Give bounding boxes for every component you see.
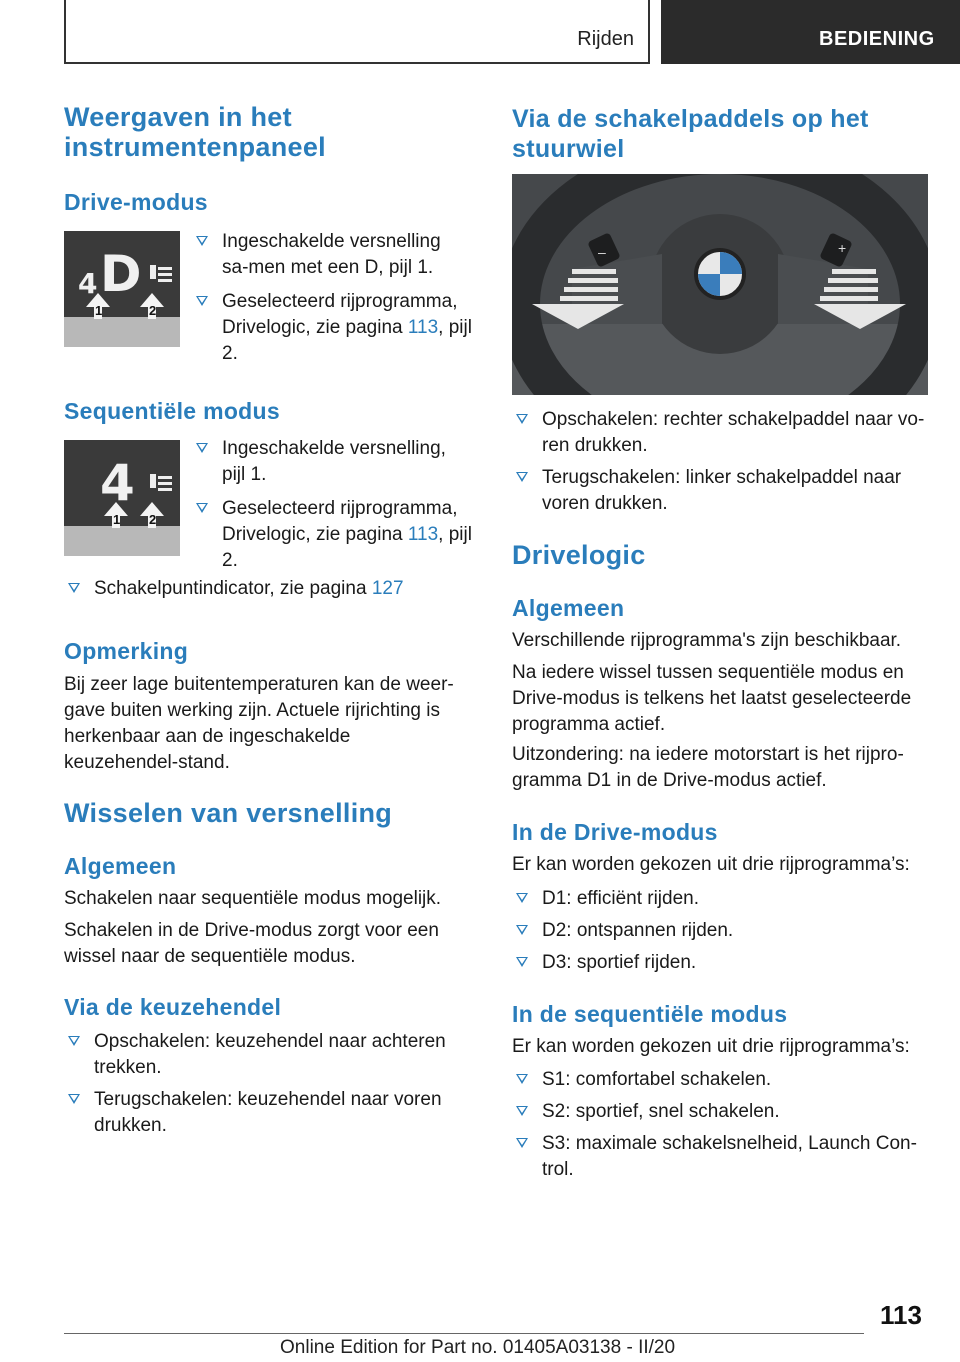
list-item: Ingeschakelde versnelling, pijl 1. (192, 436, 472, 488)
bullet-triangle-icon (196, 443, 208, 453)
list-item: S2: sportief, snel schakelen. (512, 1099, 932, 1125)
list-item: Opschakelen: rechter schakelpaddel naar vo-ren drukken. (512, 407, 932, 459)
bullet-triangle-icon (516, 957, 528, 967)
callout-1: 1 (95, 303, 103, 318)
shift-indicator-item (64, 576, 464, 602)
lever-heading: Via de keuzehendel (64, 994, 282, 1020)
page-link[interactable]: 113 (407, 317, 439, 338)
display-bottom-bar (64, 526, 180, 556)
sequential-mode-display-image (64, 440, 180, 556)
footer-edition: Online Edition for Part no. 01405A03138 - II/20 (280, 1337, 676, 1358)
footer-divider (64, 1333, 864, 1334)
bullet-triangle-icon (516, 893, 528, 903)
header-box (64, 0, 650, 64)
list-item: Ingeschakelde versnelling sa-men met een D, pijl 1. (192, 229, 472, 281)
page-title-line-2: instrumentenpaneel (64, 132, 326, 162)
remark-text: Bij zeer lage buitentemperaturen kan de weer-gave buiten werking zijn. Actuele rijrichting is herkenbaar aan de ingeschakelde keuzehendel-stand. (64, 674, 454, 773)
bullet-triangle-icon (68, 583, 80, 593)
gear-change-general-p1: Schakelen naar sequentiële modus mogelijk. (64, 888, 442, 909)
list-item: Opschakelen: keuzehendel naar achteren trekken. (64, 1029, 464, 1081)
list-item: Geselecteerd rijprogramma, Drivelogic, zie pagina 113, pijl 2. (192, 496, 472, 574)
page-number: 113 (880, 1300, 922, 1330)
sequential-mode-list (192, 436, 472, 574)
list-item: D1: efficiënt rijden. (512, 886, 932, 912)
header-chapter-title: BEDIENING (819, 28, 935, 50)
gear-change-heading: Wisselen van versnelling (64, 798, 393, 828)
paddle-plus-label: + (838, 240, 847, 256)
page-link[interactable]: 113 (407, 524, 439, 545)
drivelogic-p1: Verschillende rijprogramma's zijn beschikbaar. (512, 630, 902, 651)
display-side-gear: 4 (78, 267, 98, 300)
bullet-triangle-icon (68, 1094, 80, 1104)
drive-mode-display-image (64, 231, 180, 347)
drive-programs-list (512, 886, 932, 976)
steering-wheel-illustration (512, 174, 928, 395)
list-item: Geselecteerd rijprogramma, Drivelogic, zie pagina 113, pijl 2. (192, 289, 472, 367)
bullet-triangle-icon (516, 414, 528, 424)
list-item: Terugschakelen: linker schakelpaddel naar voren drukken. (512, 465, 932, 517)
drivelogic-p2: Na iedere wissel tussen sequentiële modus en Drive-modus is telkens het laatst geselecteerde programma actief. (512, 662, 912, 735)
display-gear: D (100, 245, 142, 303)
list-item: D3: sportief rijden. (512, 950, 932, 976)
drivelogic-icon (148, 261, 174, 291)
bullet-triangle-icon (516, 1074, 528, 1084)
drive-programs-heading: In de Drive-modus (512, 819, 718, 845)
bullet-triangle-icon (196, 236, 208, 246)
list-item: Terugschakelen: keuzehendel naar voren drukken. (64, 1087, 464, 1139)
drive-programs-intro: Er kan worden gekozen uit drie rijprogramma’s: (512, 854, 910, 875)
sequential-programs-list (512, 1067, 932, 1183)
bullet-triangle-icon (516, 472, 528, 482)
paddles-list (512, 407, 932, 517)
drivelogic-heading: Drivelogic (512, 540, 646, 570)
bullet-triangle-icon (196, 503, 208, 513)
sequential-programs-intro: Er kan worden gekozen uit drie rijprogramma’s: (512, 1036, 910, 1057)
display-bottom-bar (64, 317, 180, 347)
page-title (64, 102, 464, 162)
sequential-programs-heading: In de sequentiële modus (512, 1001, 788, 1027)
bullet-triangle-icon (516, 925, 528, 935)
remark-heading: Opmerking (64, 638, 189, 664)
bullet-triangle-icon (68, 1036, 80, 1046)
gear-change-general-heading: Algemeen (64, 853, 177, 879)
bullet-triangle-icon (196, 296, 208, 306)
gear-change-general-p2: Schakelen in de Drive-modus zorgt voor een wissel naar de sequentiële modus. (64, 920, 439, 967)
drive-mode-list (192, 229, 472, 367)
callout-2: 2 (149, 303, 157, 318)
page-link[interactable]: 127 (371, 578, 404, 599)
steering-wheel-image (512, 174, 928, 395)
bullet-triangle-icon (516, 1106, 528, 1116)
list-item: D2: ontspannen rijden. (512, 918, 932, 944)
left-column (64, 102, 464, 174)
header-section-title: Rijden (577, 28, 634, 50)
display-gear: 4 (100, 454, 135, 512)
sequential-mode-heading: Sequentiële modus (64, 398, 280, 424)
drive-mode-heading: Drive-modus (64, 189, 208, 215)
paddles-heading: Via de schakelpaddels op het stuurwiel (512, 105, 869, 163)
list-item: S1: comfortabel schakelen. (512, 1067, 932, 1093)
callout-1: 1 (113, 512, 121, 527)
page-title-line-1: Weergaven in het (64, 102, 292, 132)
list-item: S3: maximale schakelsnelheid, Launch Con-trol. (512, 1131, 932, 1183)
paddle-minus-label: – (598, 244, 606, 260)
callout-2: 2 (149, 512, 157, 527)
lever-list (64, 1029, 464, 1139)
drivelogic-p3: Uitzondering: na iedere motorstart is het rijpro-gramma D1 in de Drive-modus actief. (512, 744, 904, 791)
list-item: Schakelpuntindicator, zie pagina 127 (64, 576, 464, 602)
bullet-triangle-icon (516, 1138, 528, 1148)
drivelogic-general-heading: Algemeen (512, 595, 625, 621)
drivelogic-icon (148, 470, 174, 500)
